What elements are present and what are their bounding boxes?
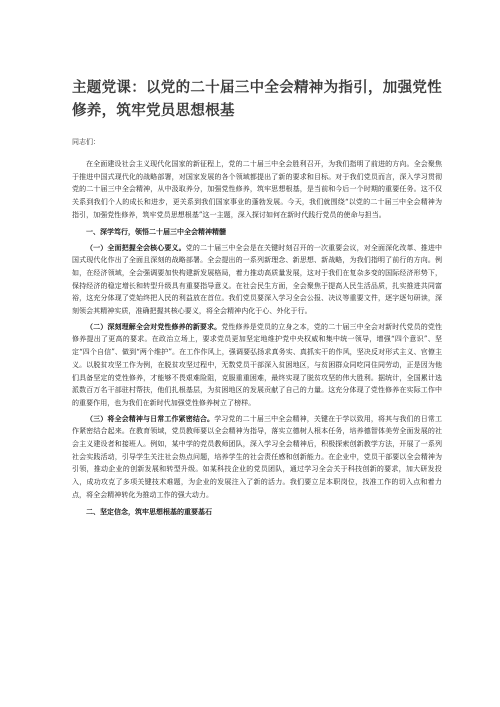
intro-paragraph: 在全面建设社会主义现代化国家的新征程上，党的二十届三中全会胜利召开，为我们指明了前进的方向。全会聚焦于推进中国式现代化的战略部署，对国家发展的各个领域都提出了新的要求和目标。对于我们党员而言，深入学习贯彻党的二十届三中全会精神，从中汲取养分，加强党性修养，筑牢思想根基，是当前和今后一个时期的重要任务。这不仅关系到我们个人的成长和进步，更关系到我们国家事业的蓬勃发展。今天，我们就围绕“以党的二十届三中全会精神为指引，加强党性修养，筑牢党员思想根基”这一主题，深入探讨如何在新时代践行党员的使命与担当。 bbox=[72, 160, 442, 219]
subsection-2-heading: （二）深刻理解全会对党性修养的新要求。 bbox=[86, 321, 222, 331]
subsection-2-text: 党性修养是党员的立身之本，党的二十届三中全会对新时代党员的党性修养提出了更高的要求。在政治立场上，要求党员更加坚定地维护党中央权威和集中统一领导，增强“四个意识”、坚定“四个自信”、做到“两个维护”。在工作作风上，强调要弘扬求真务实、真抓实干的作风，坚决反对形式主义、官僚主义。以脱贫攻坚工作为例，在脱贫攻坚过程中，无数党员干部深入贫困地区，与贫困群众同吃同住同劳动，正是因为他们具备坚定的党性修养，才能够不畏艰难险阻，克服重重困难，最终实现了脱贫攻坚的伟大胜利。据统计，全国累计选派数百万名干部驻村帮扶，他们扎根基层，为贫困地区的发展贡献了自己的力量。这充分体现了党性修养在实际工作中的重要作用，也为我们在新时代加强党性修养树立了榜样。 bbox=[72, 322, 442, 407]
salutation: 同志们： bbox=[72, 138, 100, 146]
subsection-1-heading: （一）全面把握全会核心要义。 bbox=[86, 242, 186, 252]
section-2-heading: 二、坚定信念，筑牢思想根基的重要基石 bbox=[86, 506, 212, 516]
subsection-3-text: 学习党的二十届三中全会精神，关键在于学以致用，将其与我们的日常工作紧密结合起来。在教育领域，党员教师要以全会精神为指导，落实立德树人根本任务，培养德智体美劳全面发展的社会主义建设者和接班人。例如，某中学的党员教师团队，深入学习全会精神后，积极探索创新教学方法，开展了一系列社会实践活动，引导学生关注社会热点问题，培养学生的社会责任感和创新能力。在企业中，党员干部要以全会精神为引领，推动企业的创新发展和转型升级。如某科技企业的党员团队，通过学习全会关于科技创新的要求，加大研发投入，成功攻克了多项关键技术难题，为企业的发展注入了新的活力。我们要立足本职岗位，找准工作的切入点和着力点，将全会精神转化为推动工作的强大动力。 bbox=[72, 414, 442, 499]
subsection-1-text: 党的二十届三中全会是在关键时刻召开的一次重要会议，对全面深化改革、推进中国式现代化作出了全面且深刻的战略部署。全会提出的一系列新理念、新思想、新战略，为我们指明了前行的方向。例如，在经济领域，全会强调要加快构建新发展格局，着力推动高质量发展，这对于我们在复杂多变的国际经济形势下，保持经济的稳定增长和转型升级具有重要指导意义。在社会民生方面，全会聚焦于提高人民生活品质，扎实推进共同富裕，这充分体现了党始终把人民的利益放在首位。我们党员要深入学习全会公报、决议等重要文件，逐字逐句研读，深刻领会其精神实质，准确把握其核心要义，将全会精神内化于心、外化于行。 bbox=[72, 243, 442, 316]
subsection-3-paragraph bbox=[72, 413, 442, 502]
subsection-1-paragraph bbox=[72, 242, 442, 318]
subsection-2-paragraph bbox=[72, 321, 442, 410]
document-title: 主题党课：以党的二十届三中全会精神为指引，加强党性修养，筑牢党员思想根基 bbox=[72, 79, 442, 119]
subsection-3-heading: （三）将全会精神与日常工作紧密结合。 bbox=[86, 413, 215, 423]
section-1-heading: 一、深学笃行，领悟二十届三中全会精神精髓 bbox=[86, 226, 226, 236]
